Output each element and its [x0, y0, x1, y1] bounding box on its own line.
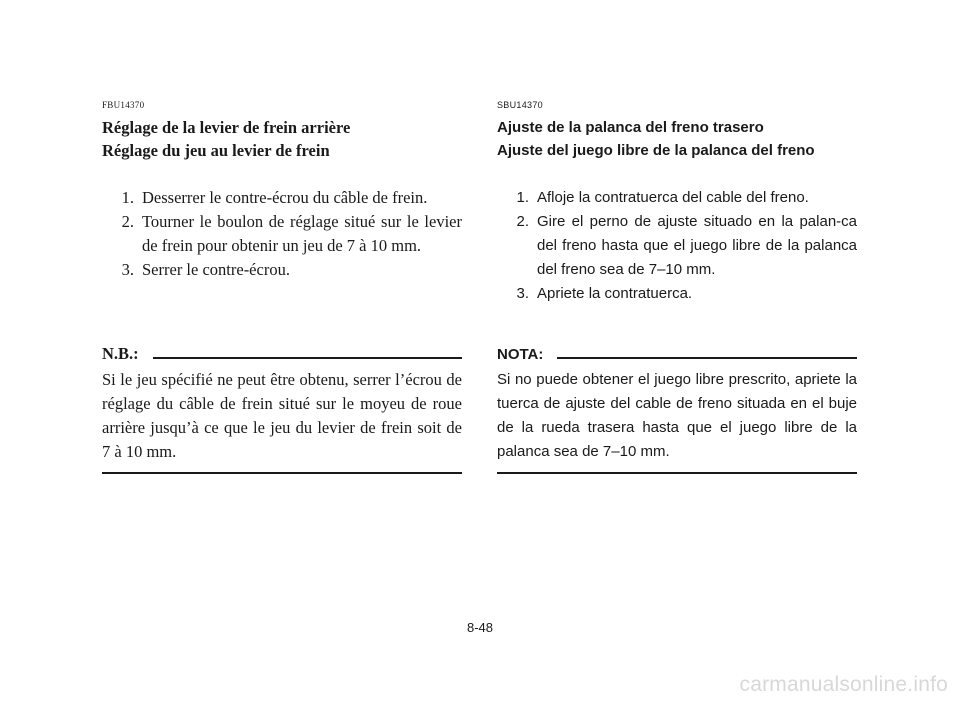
step-number: 2. — [516, 213, 529, 230]
note-text: Si le jeu spécifié ne peut être obtenu, serrer l’écrou de réglage du câble de frein situé sur le moyeu de roue arrière jusqu’à ce que le jeu du levier de frein soit de 7 à 10 mm. — [102, 370, 462, 461]
step-item — [102, 210, 462, 258]
note-box — [497, 342, 857, 474]
section-title: Ajuste de la palanca del freno trasero — [497, 119, 764, 136]
step-number: 1. — [121, 188, 134, 207]
section-title: Réglage de la levier de frein arrière — [102, 118, 351, 137]
note-header — [102, 342, 462, 366]
note-label: NOTA: — [497, 345, 544, 363]
step-text: Serrer le contre-écrou. — [142, 260, 290, 279]
note-end-rule — [497, 472, 857, 474]
section-subtitle: Réglage du jeu au levier de frein — [102, 141, 330, 160]
step-item — [102, 258, 462, 282]
note-box — [102, 342, 462, 474]
step-number: 3. — [516, 285, 529, 302]
step-text: Tourner le boulon de réglage situé sur le levier de frein pour obtenir un jeu de 7 à 10 mm. — [142, 212, 462, 255]
step-number: 1. — [516, 189, 529, 206]
step-number: 2. — [121, 212, 134, 231]
note-text: Si no puede obtener el juego libre prescrito, apriete la tuerca de ajuste del cable de freno situada en el buje de la rueda trasera hasta que el juego libre de la palanca sea de 7–10 mm. — [497, 371, 857, 460]
note-header — [497, 342, 857, 366]
step-item — [497, 210, 857, 282]
steps-list — [497, 186, 857, 306]
step-item — [497, 282, 857, 306]
step-text: Gire el perno de ajuste situado en la palan-ca del freno hasta que el juego libre de la palanca del freno sea de 7–10 mm. — [537, 213, 857, 278]
section-code: SBU14370 — [497, 100, 543, 110]
page-number: 8-48 — [466, 620, 494, 635]
note-label: N.B.: — [102, 344, 139, 363]
french-column — [102, 100, 462, 461]
section-subtitle: Ajuste del juego libre de la palanca del freno — [497, 142, 815, 159]
steps-list — [102, 186, 462, 282]
step-text: Desserrer le contre-écrou du câble de frein. — [142, 188, 428, 207]
step-item — [497, 186, 857, 210]
section-code: FBU14370 — [102, 100, 145, 110]
note-rule — [153, 357, 462, 359]
step-number: 3. — [121, 260, 134, 279]
step-text: Apriete la contratuerca. — [537, 285, 693, 302]
note-end-rule — [102, 472, 462, 474]
watermark: carmanualsonline.info — [739, 673, 948, 696]
step-text: Afloje la contratuerca del cable del freno. — [537, 189, 809, 206]
note-rule — [557, 357, 857, 359]
spanish-column — [497, 100, 857, 460]
step-item — [102, 186, 462, 210]
